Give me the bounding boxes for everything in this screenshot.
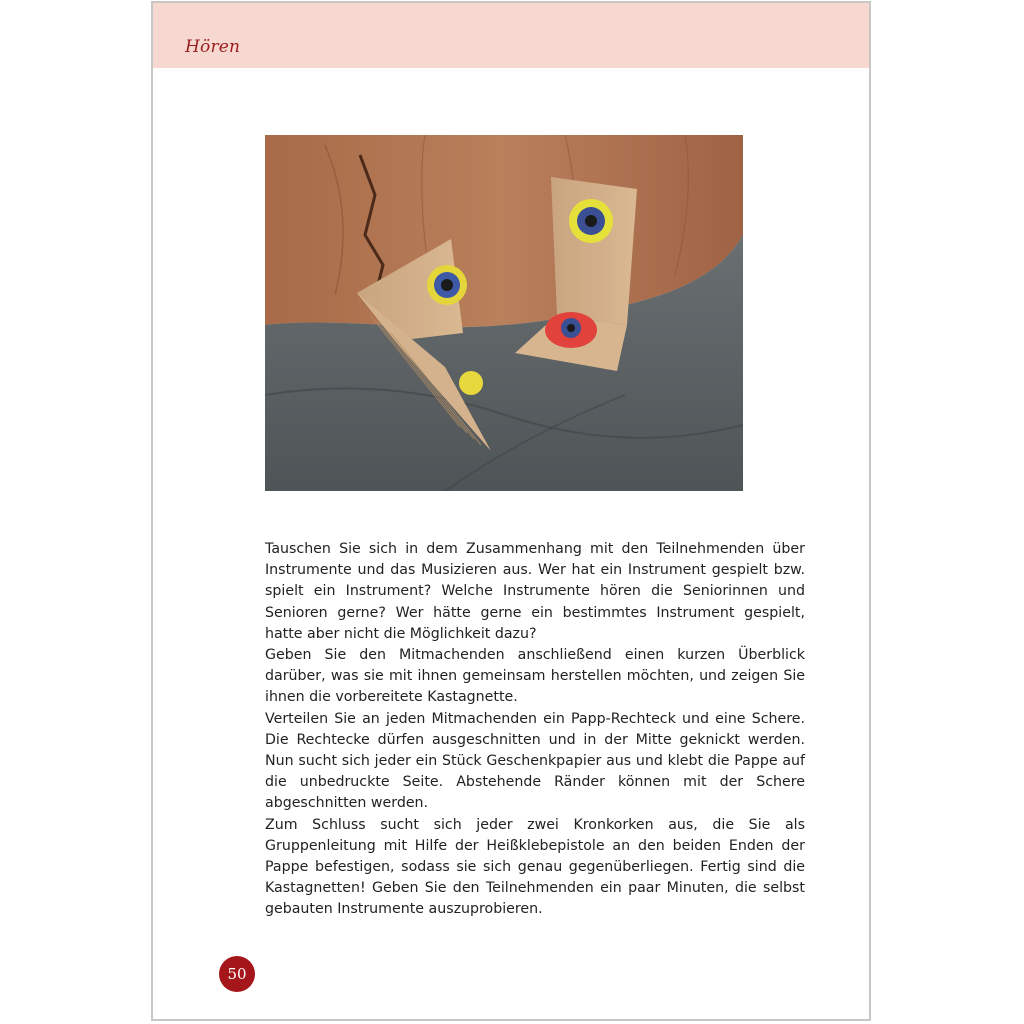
castanets-photo xyxy=(265,135,743,491)
paragraph-overview: Geben Sie den Mitmachenden anschließend einen kurzen Überblick darüber, was sie mit ihnen gemeinsam herstellen möchten, und zeigen Sie ihnen die vorbereitete Kastagnette. xyxy=(265,647,805,706)
paragraph-cutting: Verteilen Sie an jeden Mitmachenden ein Papp-Rechteck und eine Schere. Die Rechtecke dürfen ausgeschnitten und in der Mitte geknickt werden. Nun sucht sich jeder ein Stück Geschenkpapier aus und klebt die Pappe auf die unbedruckte Seite. Abstehende Ränder können mit der Schere abgeschnitten werden. xyxy=(265,710,805,812)
body-text xyxy=(265,539,805,921)
book-page xyxy=(151,1,871,1021)
paragraph-instruments: Tauschen Sie sich in dem Zusammenhang mit den Teilnehmenden über Instrumente und das Musizieren aus. Wer hat ein Instrument gespielt bzw. spielt ein Instrument? Welche Instrumente hören die Seniorinnen und Senioren gerne? Wer hätte gerne ein bestimmtes Instrument gespielt, hatte aber nicht die Möglichkeit dazu? xyxy=(265,541,805,642)
paragraph-finish: Zum Schluss sucht sich jeder zwei Kronkorken aus, die Sie als Gruppenleitung mit Hilfe der Heißklebepistole an den beiden Enden der Pappe befestigen, sodass sie sich genau gegenüberliegen. Fertig sind die Kastagnetten! Geben Sie den Teilnehmenden ein paar Minuten, die selbst gebauten Instrumente auszuprobieren. xyxy=(265,816,805,918)
castanets-photo-illustration xyxy=(265,135,743,491)
header-band xyxy=(153,3,869,68)
page-number-badge: 50 xyxy=(219,956,255,992)
section-title: Hören xyxy=(185,37,241,57)
